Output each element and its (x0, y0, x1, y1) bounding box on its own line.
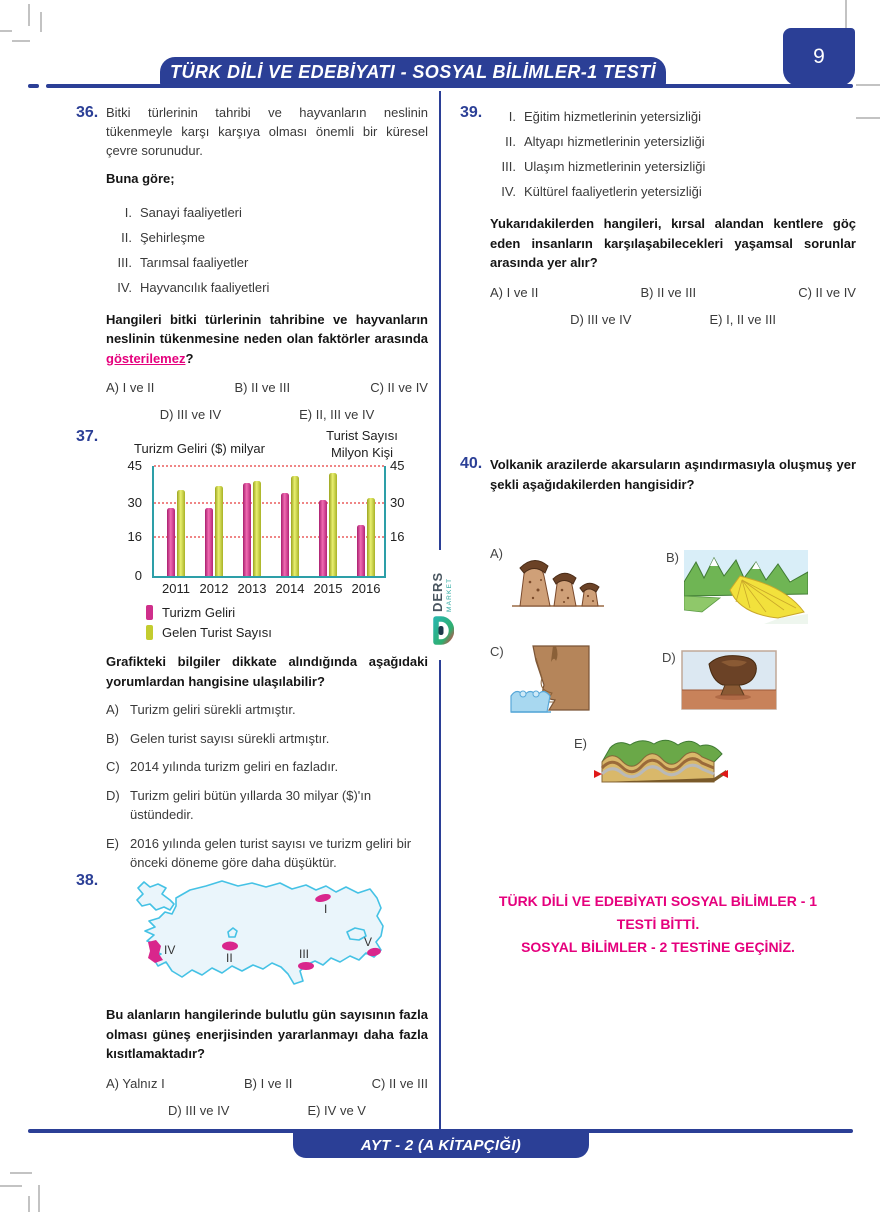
alluvial-fan-image (684, 550, 808, 624)
y-axis-right-ticks (388, 458, 418, 576)
crop-mark (28, 1196, 30, 1212)
crop-mark (38, 1185, 40, 1212)
publisher-d-icon (428, 615, 454, 647)
map-label-2: II (226, 951, 233, 965)
question-40 (460, 455, 856, 800)
x-label-2012: 2012 (199, 581, 229, 596)
option-e: E) IV ve V (307, 1102, 366, 1118)
options-row (106, 407, 428, 422)
bar-Gelen Turist Sayısı-2016 (367, 498, 375, 576)
option-text: Gelen turist sayısı sürekli artmıştır. (130, 730, 330, 746)
question-36 (76, 104, 428, 422)
bar-Gelen Turist Sayısı-2011 (177, 490, 185, 576)
option-c (106, 757, 428, 777)
option-b: B) II ve III (640, 284, 697, 300)
crop-mark (856, 84, 880, 86)
gridline-16 (154, 536, 384, 538)
bar-Gelen Turist Sayısı-2014 (291, 476, 299, 576)
map-label-4: IV (164, 943, 176, 957)
question-number: 37. (76, 428, 99, 445)
map-label-5: V (364, 935, 373, 949)
y-tick-left-45: 45 (127, 458, 142, 473)
choice-b: B) (666, 550, 808, 624)
logo-word-ders: DERS (429, 571, 445, 612)
option-d: D) III ve IV (159, 407, 222, 423)
publisher-logo-text (430, 550, 453, 612)
list-item: III. Ulaşım hizmetlerinin yetersizliği (501, 159, 706, 174)
crop-mark (856, 117, 880, 119)
map-label-3: III (299, 947, 310, 961)
option-text: Turizm geliri bütün yıllarda 30 milyar ($)'ın üstündedir. (130, 787, 372, 822)
x-axis-labels (152, 581, 382, 599)
choice-c: C) (490, 644, 595, 716)
crop-mark (10, 1172, 32, 1174)
logo-word-market: MARKET (445, 577, 453, 612)
test-title-banner (160, 57, 666, 88)
crop-mark (28, 4, 30, 26)
crop-mark (0, 30, 12, 32)
option-d (106, 786, 428, 825)
option-e (106, 834, 428, 873)
option-a (106, 700, 428, 720)
question-number: 38. (76, 872, 99, 889)
page-number: 9 (813, 45, 825, 68)
options-list (106, 700, 428, 873)
chart-left-axis-title: Turizm Geliri ($) milyar (134, 441, 265, 456)
x-label-2014: 2014 (275, 581, 305, 596)
option-text: 2016 yılında gelen turist sayısı ve turizm geliri bir önceki döneme göre daha düşüktür. (130, 835, 412, 870)
option-letter: C) (106, 759, 120, 774)
option-text: Turizm geliri sürekli artmıştır. (130, 702, 296, 717)
option-d: D) III ve IV (570, 311, 632, 327)
x-label-2015: 2015 (313, 581, 343, 596)
option-b (106, 729, 428, 749)
option-a: A) I ve II (490, 284, 539, 300)
chart-right-axis-title: Turist Sayısı Milyon Kişi (326, 428, 398, 460)
x-label-2013: 2013 (237, 581, 267, 596)
thrace-outline (137, 882, 174, 910)
question-stem: Grafikteki bilgiler dikkate alındığında aşağıdaki yorumlardan hangisine ulaşılabilir? (106, 654, 428, 689)
list-item: II. Şehirleşme (121, 229, 206, 245)
option-e: E) II, III ve IV (299, 407, 375, 423)
image-choices (490, 502, 856, 800)
question-lead: Buna göre; (106, 170, 175, 186)
page-number-box (783, 28, 855, 86)
x-label-2011: 2011 (162, 581, 190, 596)
option-b: B) II ve III (234, 380, 291, 396)
y-axis-left-ticks (112, 458, 146, 583)
x-label-2016: 2016 (351, 581, 381, 596)
legend-item (146, 625, 272, 640)
mushroom-rock-image (681, 650, 777, 710)
options-row (106, 1076, 428, 1091)
crop-mark (845, 0, 847, 28)
y-tick-left-30: 30 (127, 494, 142, 510)
option-letter: A) (106, 702, 119, 717)
end-of-test-note: TÜRK DİLİ VE EDEBİYATI SOSYAL BİLİMLER - 1 TESTİ BİTTİ. SOSYAL BİLİMLER - 2 TESTİNE GEÇİNİZ. (498, 893, 818, 956)
choice-a: A) (490, 546, 608, 610)
bar-Gelen Turist Sayısı-2015 (329, 473, 337, 576)
map-marker-2 (222, 942, 238, 951)
option-a: A) Yalnız I (106, 1075, 165, 1091)
option-letter: B) (106, 730, 119, 746)
list-item: I. Eğitim hizmetlerinin yetersizliği (508, 109, 701, 124)
y-tick-left-0: 0 (134, 568, 142, 583)
bar-Gelen Turist Sayısı-2012 (215, 486, 223, 576)
bar-Turizm Geliri-2015 (319, 500, 327, 576)
option-c: C) II ve IV (798, 284, 856, 300)
wave-cut-cliff-image (509, 644, 595, 716)
legend-swatch (146, 605, 153, 620)
turkey-map (134, 874, 428, 995)
map-label-1: I (324, 902, 328, 916)
choice-e: E) (574, 736, 730, 790)
y-tick-right-16: 16 (390, 528, 405, 544)
y-tick-right-30: 30 (390, 494, 405, 510)
crop-mark (40, 12, 42, 32)
chart-legend (146, 605, 272, 645)
bar-Turizm Geliri-2014 (281, 493, 289, 576)
list-item: I. Sanayi faaliyetleri (124, 204, 242, 220)
question-37 (76, 428, 428, 873)
legend-swatch (146, 625, 153, 640)
question-number: 40. (460, 455, 483, 472)
crop-mark (0, 1185, 22, 1187)
chart-plot-area (152, 466, 386, 578)
options-row (490, 312, 856, 327)
bar-Turizm Geliri-2013 (243, 483, 251, 576)
roman-list (490, 104, 856, 204)
option-c: C) II ve IV (370, 380, 428, 396)
option-e: E) I, II ve III (709, 311, 776, 327)
test-title: TÜRK DİLİ VE EDEBİYATI - SOSYAL BİLİMLER-1 TESTİ (170, 62, 656, 82)
choice-d: D) (662, 650, 777, 710)
bar-Gelen Turist Sayısı-2013 (253, 481, 261, 576)
crop-mark (12, 40, 30, 42)
list-item: IV. Kültürel faaliyetlerin yetersizliği (501, 184, 702, 199)
option-b: B) I ve II (244, 1075, 293, 1091)
question-stem: Volkanik arazilerde akarsuların aşındırmasıyla oluşmuş yer şekli aşağıdakilerden hangisidir? (490, 457, 856, 492)
option-d: D) III ve IV (168, 1102, 230, 1118)
question-39 (460, 104, 856, 327)
y-tick-left-16: 16 (127, 528, 142, 544)
option-letter: E) (106, 835, 119, 851)
question-number: 36. (76, 104, 99, 121)
option-c: C) II ve III (371, 1075, 428, 1091)
turkey-map-svg (134, 874, 386, 990)
list-item: III. Tarımsal faaliyetler (117, 254, 249, 270)
options-row (106, 1103, 428, 1118)
gridline-45 (154, 465, 384, 467)
question-stem: Hangileri bitki türlerinin tahribine ve hayvanların neslinin tükenmesine neden olan faktörler arasında gösterilemez? (106, 311, 428, 366)
map-marker-3 (298, 962, 314, 970)
question-stem: Bu alanların hangilerinde bulutlu gün sayısının fazla olması güneş enerjisinden yararlanmayı daha fazla kısıtlamaktadır? (106, 1007, 428, 1061)
options-row (490, 285, 856, 300)
legend-label: Gelen Turist Sayısı (162, 625, 272, 640)
bar-Turizm Geliri-2016 (357, 525, 365, 576)
fairy-chimneys-image (508, 546, 608, 610)
legend-label: Turizm Geliri (162, 605, 236, 620)
highlighted-term: gösterilemez (106, 350, 186, 366)
footer-banner (293, 1132, 589, 1158)
list-item: IV. Hayvancılık faaliyetleri (117, 279, 270, 295)
booklet-label: AYT - 2 (A KİTAPÇIĞI) (360, 1136, 522, 1154)
question-stem: Yukarıdakilerden hangileri, kırsal alandan kentlere göç eden insanların karşılaşabilecekleri yaşamsal sorunlar arasında yer alır? (490, 216, 856, 270)
gridline-30 (154, 502, 384, 504)
option-text: 2014 yılında turizm geliri en fazladır. (130, 759, 339, 774)
question-number: 39. (460, 104, 483, 121)
header-rule-dash (28, 84, 39, 88)
roman-list (106, 200, 428, 300)
option-letter: D) (106, 787, 120, 803)
bar-Turizm Geliri-2011 (167, 508, 175, 576)
folded-strata-image (592, 736, 730, 790)
question-intro: Bitki türlerinin tahribi ve hayvanların neslinin tükenmeyle karşı karşıya olması önemli bir küresel çevre sorunudur. (106, 105, 428, 158)
options-row (106, 380, 428, 395)
list-item: II. Altyapı hizmetlerinin yetersizliği (505, 134, 705, 149)
question-38 (76, 872, 428, 1118)
tourism-bar-chart (110, 428, 412, 646)
y-tick-right-45: 45 (390, 458, 405, 473)
option-a: A) I ve II (106, 380, 155, 396)
bar-Turizm Geliri-2012 (205, 508, 213, 576)
legend-item (146, 605, 272, 620)
